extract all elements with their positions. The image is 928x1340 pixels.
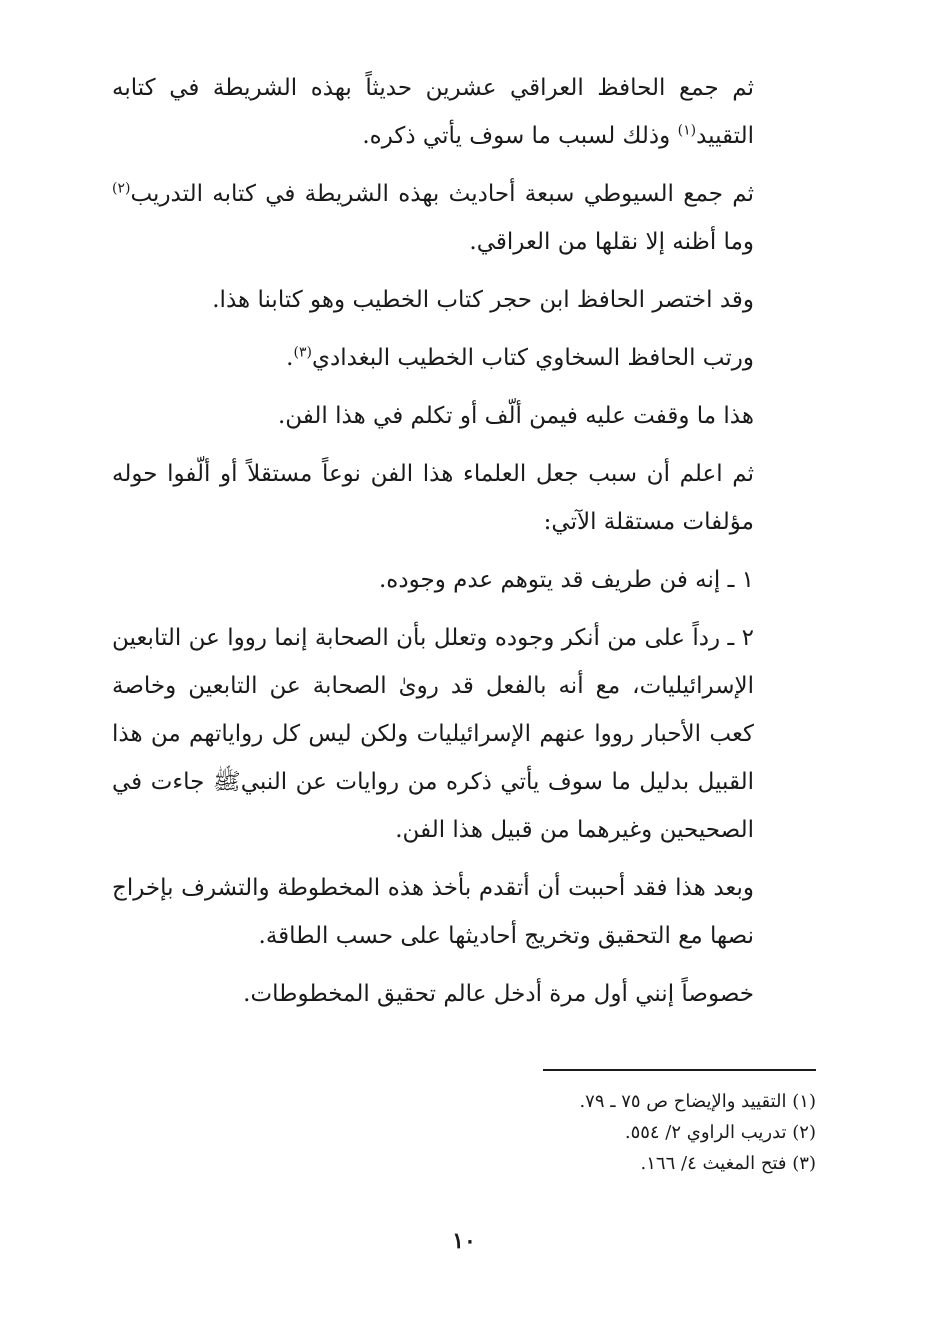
paragraph-1-text-end: وذلك لسبب ما سوف يأتي ذكره. — [362, 123, 678, 149]
paragraph-3: وقد اختصر الحافظ ابن حجر كتاب الخطيب وهو كتابنا هذا. — [212, 287, 754, 313]
paragraph-2-text: ثم جمع السيوطي سبعة أحاديث بهذه الشريطة في كتابه التدريب — [130, 181, 754, 207]
footnote-number: (٢) — [792, 1122, 816, 1143]
paragraph-9: وبعد هذا فقد أحببت أن أتقدم بأخذ هذه المخطوطة والتشرف بإخراج نصها مع التحقيق وتخريج أحاديثها على حسب الطاقة. — [112, 875, 754, 949]
paragraph-2-text-end: وما أظنه إلا نقلها من العراقي. — [469, 229, 754, 255]
footnote-2 — [112, 1117, 816, 1148]
paragraph-1 — [112, 64, 816, 160]
page-number: ١٠ — [452, 1228, 476, 1254]
footnote-3 — [112, 1148, 816, 1179]
footnote-text: التقييد والإيضاح ص ٧٥ ـ ٧٩. — [579, 1091, 787, 1112]
page — [112, 64, 816, 1284]
paragraph-1-text: ثم جمع الحافظ العراقي عشرين حديثاً بهذه الشريطة في كتابه التقييد — [112, 75, 754, 149]
footnote-divider — [543, 1069, 816, 1071]
footnotes — [112, 1086, 816, 1179]
footnote-ref-2[interactable]: (٢) — [112, 180, 131, 197]
list-item-2: ٢ ـ رداً على من أنكر وجوده وتعلل بأن الصحابة إنما رووا عن التابعين الإسرائيليات، مع أنه بالفعل قد روىٰ الصحابة عن التابعين وخاصة كعب الأحبار رووا عنهم الإسرائيليات ولكن ليس كل رواياتهم من هذا القبيل بدليل ما سوف يأتي ذكره من روايات عن النبيﷺ جاءت في الصحيحين وغيرهما من قبيل هذا الفن. — [112, 625, 754, 843]
footnote-number: (٣) — [792, 1153, 816, 1174]
footnote-1 — [112, 1086, 816, 1117]
footnote-text: فتح المغيث ٤/ ١٦٦. — [640, 1153, 787, 1174]
paragraph-2 — [112, 170, 816, 266]
list-item-1: ١ ـ إنه فن طريف قد يتوهم عدم وجوده. — [379, 567, 754, 593]
paragraph-5: هذا ما وقفت عليه فيمن ألّف أو تكلم في هذا الفن. — [277, 403, 754, 429]
paragraph-4-text-end: . — [286, 345, 294, 371]
footnote-number: (١) — [792, 1091, 816, 1112]
footnote-ref-1[interactable]: (١) — [677, 122, 697, 139]
paragraph-6: ثم اعلم أن سبب جعل العلماء هذا الفن نوعاً مستقلاً أو ألّفوا حوله مؤلفات مستقلة الآتي: — [112, 461, 754, 535]
paragraph-10: خصوصاً إنني أول مرة أدخل عالم تحقيق المخطوطات. — [243, 981, 754, 1007]
paragraph-4 — [112, 334, 816, 382]
footnote-ref-3[interactable]: (٣) — [293, 344, 312, 361]
paragraph-4-text: ورتب الحافظ السخاوي كتاب الخطيب البغدادي — [311, 345, 754, 371]
footnote-text: تدريب الراوي ٢/ ٥٥٤. — [624, 1122, 787, 1143]
